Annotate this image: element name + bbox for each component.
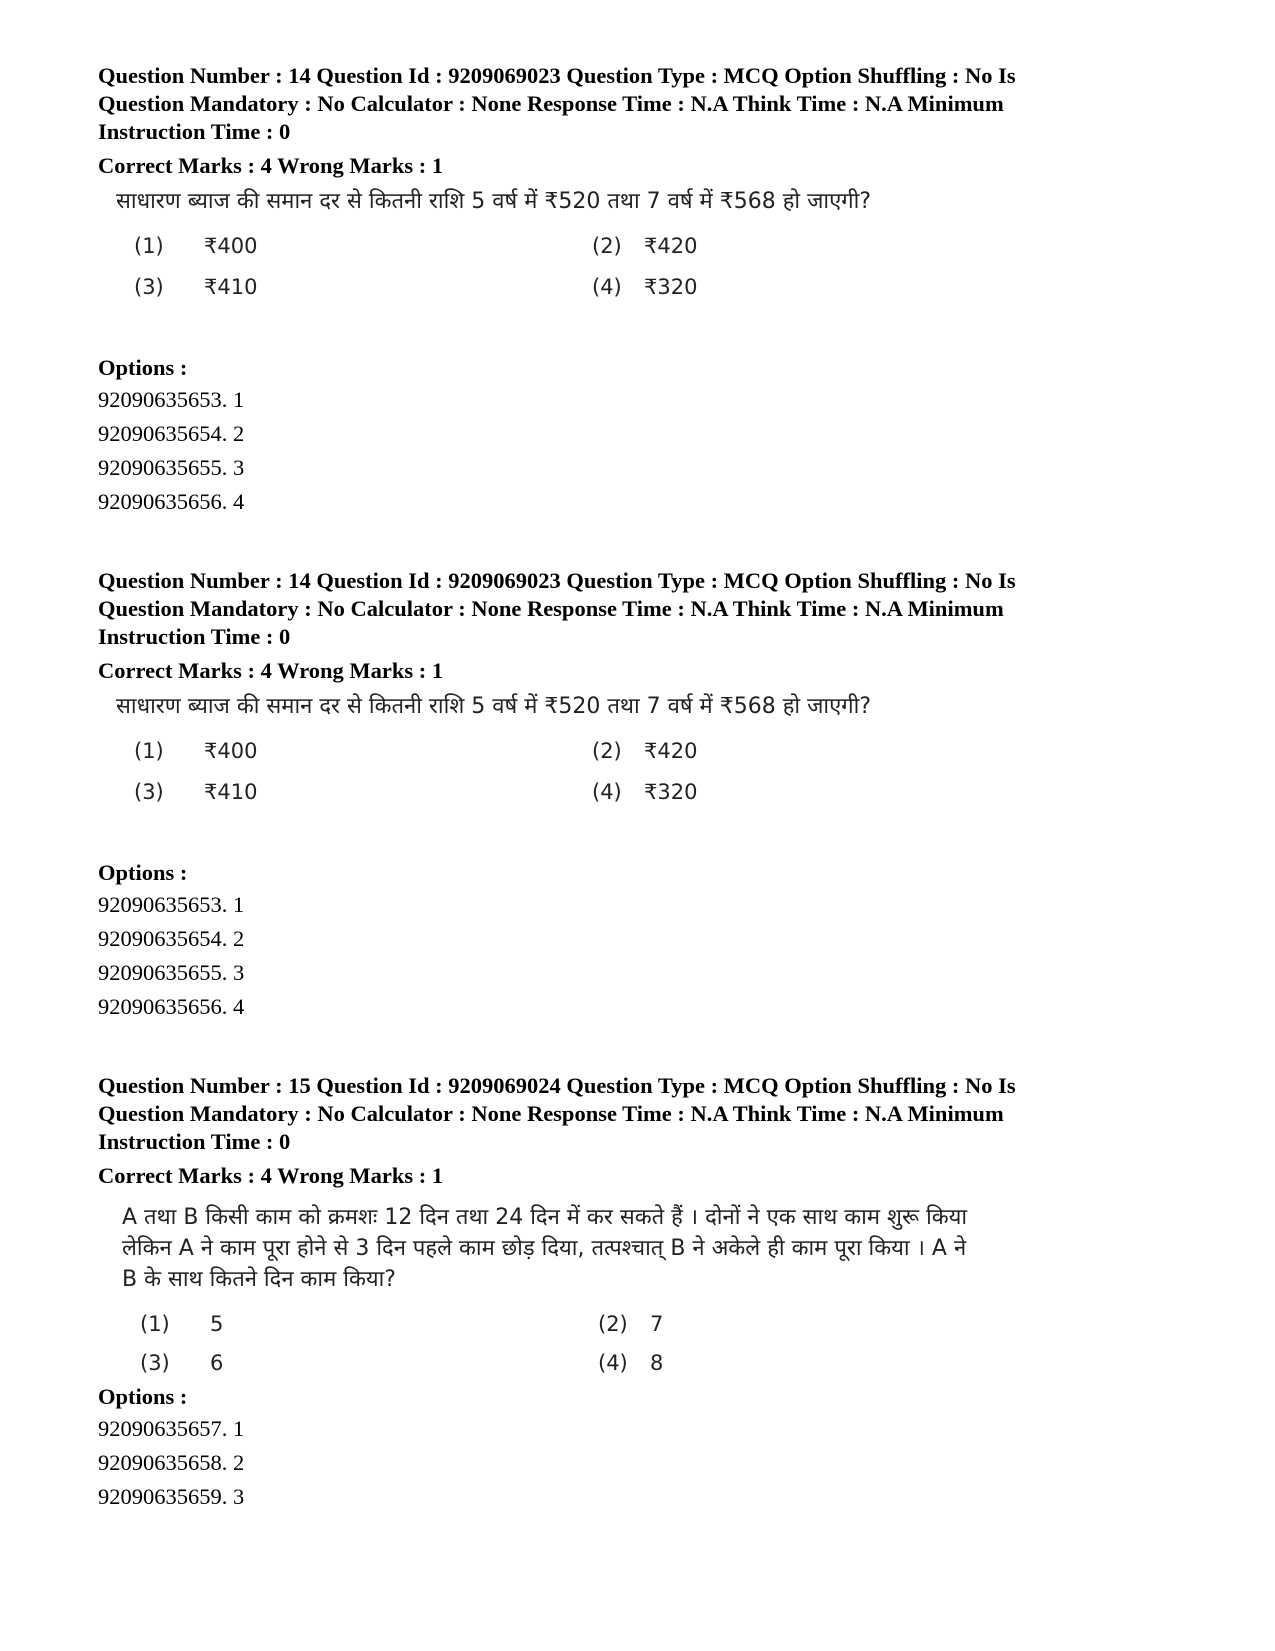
question-text-line: A तथा B किसी काम को क्रमशः 12 दिन तथा 24 दिन में कर सकते हैं । दोनों ने एक साथ काम शुरू किया: [122, 1205, 968, 1230]
question-block-2: [98, 567, 1188, 1072]
choice-1: [134, 231, 257, 261]
question-meta-line1: Question Number : 14 Question Id : 9209069023 Question Type : MCQ Option Shuffling : No Is: [98, 63, 1016, 88]
option-item: 92090635655. 3: [98, 455, 245, 480]
choice-value: ₹320: [644, 275, 698, 299]
option-item: 92090635656. 4: [98, 994, 245, 1019]
question-text-line: साधारण ब्याज की समान दर से कितनी राशि 5 वर्ष में ₹520 तथा 7 वर्ष में ₹568 हो जाएगी?: [116, 189, 872, 214]
choice-number: (4): [598, 1351, 628, 1375]
choice-number: (3): [140, 1351, 170, 1375]
option-item: 92090635658. 2: [98, 1450, 245, 1475]
choice-number: (1): [134, 234, 164, 258]
answer-choices: [98, 1309, 1188, 1382]
choice-number: (3): [134, 780, 164, 804]
choice-number: (1): [134, 739, 164, 763]
question-meta-line1: Question Number : 14 Question Id : 9209069023 Question Type : MCQ Option Shuffling : No Is: [98, 568, 1016, 593]
choice-number: (4): [592, 780, 622, 804]
choice-row: [116, 231, 1188, 272]
question-block-3: [98, 1072, 1188, 1514]
choice-number: (2): [592, 234, 622, 258]
choice-value: 8: [650, 1351, 664, 1375]
choice-row: [116, 777, 1188, 818]
question-text: [98, 186, 1188, 217]
question-marks: Correct Marks : 4 Wrong Marks : 1: [98, 153, 444, 178]
question-meta-line2: Question Mandatory : No Calculator : None Response Time : N.A Think Time : N.A Minimum: [98, 91, 1004, 116]
choice-4: [598, 1348, 663, 1378]
question-meta-line2: Question Mandatory : No Calculator : None Response Time : N.A Think Time : N.A Minimum: [98, 1101, 1004, 1126]
choice-row: [116, 736, 1188, 777]
choice-2: [592, 231, 697, 261]
choice-1: [134, 736, 257, 766]
choice-2: [592, 736, 697, 766]
choice-number: (2): [598, 1312, 628, 1336]
choice-value: ₹420: [644, 234, 698, 258]
choice-number: (2): [592, 739, 622, 763]
choice-3: [134, 777, 257, 807]
question-text-line: लेकिन A ने काम पूरा होने से 3 दिन पहले काम छोड़ दिया, तत्पश्चात् B ने अकेले ही काम पूरा किया । A ने: [122, 1236, 967, 1261]
question-meta-line3: Instruction Time : 0: [98, 119, 291, 144]
answer-choices: [98, 736, 1188, 818]
choice-2: [598, 1309, 663, 1339]
choice-value: ₹400: [204, 234, 258, 258]
choice-value: ₹400: [204, 739, 258, 763]
option-item: 92090635653. 1: [98, 387, 245, 412]
option-item: 92090635654. 2: [98, 926, 245, 951]
choice-number: (4): [592, 275, 622, 299]
choice-value: 6: [210, 1351, 224, 1375]
question-meta-line2: Question Mandatory : No Calculator : None Response Time : N.A Think Time : N.A Minimum: [98, 596, 1004, 621]
choice-value: ₹420: [644, 739, 698, 763]
choice-3: [140, 1348, 223, 1378]
option-item: 92090635656. 4: [98, 489, 245, 514]
choice-value: 7: [650, 1312, 664, 1336]
choice-1: [140, 1309, 223, 1339]
question-meta-line1: Question Number : 15 Question Id : 9209069024 Question Type : MCQ Option Shuffling : No Is: [98, 1073, 1016, 1098]
question-marks: Correct Marks : 4 Wrong Marks : 1: [98, 1163, 444, 1188]
question-text: [98, 691, 1188, 722]
option-item: 92090635659. 3: [98, 1484, 245, 1509]
options-title: Options :: [98, 1384, 188, 1409]
choice-4: [592, 777, 697, 807]
question-meta-line3: Instruction Time : 0: [98, 624, 291, 649]
options-title: Options :: [98, 860, 188, 885]
option-item: 92090635654. 2: [98, 421, 245, 446]
choice-4: [592, 272, 697, 302]
question-text: [98, 1202, 1188, 1295]
choice-row: [122, 1309, 1188, 1348]
question-block-1: [98, 62, 1188, 567]
choice-number: (1): [140, 1312, 170, 1336]
choice-3: [134, 272, 257, 302]
choice-value: ₹410: [204, 780, 258, 804]
document-page: [98, 62, 1188, 1514]
option-item: 92090635657. 1: [98, 1416, 245, 1441]
choice-value: ₹320: [644, 780, 698, 804]
choice-row: [116, 272, 1188, 313]
question-meta-line3: Instruction Time : 0: [98, 1129, 291, 1154]
question-marks: Correct Marks : 4 Wrong Marks : 1: [98, 658, 444, 683]
question-text-line: B के साथ कितने दिन काम किया?: [122, 1267, 396, 1292]
answer-choices: [98, 231, 1188, 313]
choice-number: (3): [134, 275, 164, 299]
choice-row: [122, 1348, 1188, 1382]
question-text-line: साधारण ब्याज की समान दर से कितनी राशि 5 वर्ष में ₹520 तथा 7 वर्ष में ₹568 हो जाएगी?: [116, 694, 872, 719]
choice-value: 5: [210, 1312, 224, 1336]
choice-value: ₹410: [204, 275, 258, 299]
options-title: Options :: [98, 355, 188, 380]
option-item: 92090635655. 3: [98, 960, 245, 985]
option-item: 92090635653. 1: [98, 892, 245, 917]
